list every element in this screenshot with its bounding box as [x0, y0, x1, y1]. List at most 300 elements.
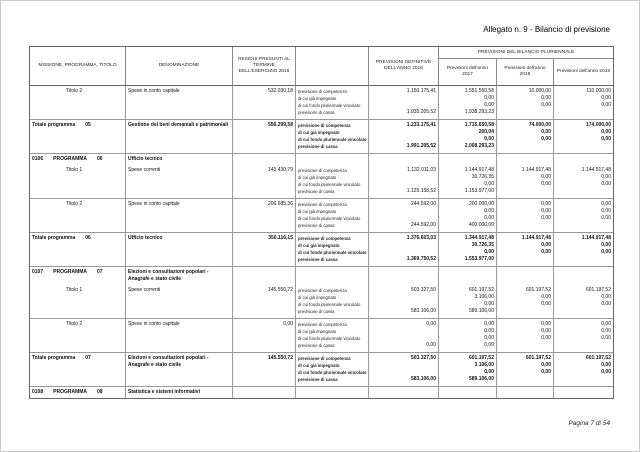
denominazione-cell [126, 120, 233, 153]
row-label-cassa: previsione di cassa [298, 377, 338, 382]
value-competenza-y2016: 503.327,50 [410, 287, 436, 293]
value-fondo-y2019: 0,00 [601, 215, 611, 221]
residui-cell [233, 199, 296, 232]
missione-cell [30, 353, 126, 386]
value-competenza-y2019: 0,00 [601, 201, 611, 207]
missione-cell [30, 120, 126, 153]
residui-cell [233, 86, 296, 119]
value-competenza-y2018: 601.197,52 [525, 355, 551, 361]
row-label-fondo: di cui fondo pluriennale vincolato [298, 103, 361, 108]
value-cassa-y2019 [556, 342, 611, 349]
value-fondo-y2016 [371, 215, 436, 222]
values-y2019-cell [554, 120, 613, 153]
row-label-impegnato: di cui già impegnato [298, 209, 337, 214]
values-y2017-cell [439, 199, 497, 232]
value-fondo-y2016 [371, 181, 436, 188]
values-y2017-cell [439, 285, 497, 318]
values-y2019-cell [554, 319, 613, 352]
value-cassa-y2019 [556, 256, 611, 263]
values-y2016-cell [369, 233, 439, 266]
entry-row [30, 86, 613, 119]
values-y2018-cell [497, 154, 554, 165]
value-impegnato-y2018: 0,00 [541, 328, 551, 334]
denominazione-text: Spese in conto capitale [128, 321, 180, 327]
value-competenza-y2018: 74.000,00 [528, 122, 551, 128]
residui-cell [233, 387, 296, 398]
value-fondo-y2018: 0,00 [541, 102, 551, 108]
value-cassa-y2017: 589.106,00 [468, 376, 494, 382]
program-number: 08 [97, 389, 103, 395]
values-y2018-cell [497, 199, 554, 232]
values-y2019-cell [554, 387, 613, 398]
program-code: 0108 [32, 389, 44, 395]
program-number: 06 [97, 156, 103, 162]
residui-cell [233, 120, 296, 153]
missione-cell [30, 86, 126, 119]
row-labels-cell [296, 165, 369, 198]
value-competenza-y2019: 1.144.917,48 [581, 235, 611, 241]
row-label-cassa: previsione di cassa [298, 144, 338, 149]
row-labels-cell [296, 267, 369, 285]
value-impegnato-y2018: 0,00 [541, 242, 551, 248]
value-cassa-y2017: 1.553.977,00 [464, 256, 494, 262]
program-row [30, 153, 613, 165]
row-labels-cell [296, 285, 369, 318]
value-cassa-y2017: 2.008.293,23 [464, 143, 494, 149]
value-impegnato-y2016 [371, 95, 436, 102]
value-cassa-y2016: 1.991.205,52 [406, 143, 436, 149]
value-impegnato-y2018: 0,00 [541, 95, 551, 101]
entry-row [30, 165, 613, 198]
value-competenza-y2017: 0,00 [484, 321, 494, 327]
page-number: Pagina 7 di 54 [568, 420, 610, 427]
value-fondo-y2018: 0,00 [541, 215, 551, 221]
total-text: Totale programma [32, 122, 76, 128]
values-y2017-cell [439, 120, 497, 153]
residui-value: 532.030,18 [267, 88, 293, 94]
denominazione-text: Elezioni e consultazioni popolari - Anagrafe e stato civile [128, 269, 209, 282]
value-competenza-y2017: 1.551.550,58 [464, 88, 494, 94]
value-fondo-y2016 [371, 249, 436, 256]
value-fondo-y2018: 0,00 [541, 301, 551, 307]
row-label-competenza: previsione di competenza [298, 288, 347, 293]
value-impegnato-y2017: 3.106,00 [474, 362, 494, 368]
denominazione-text: Elezioni e consultazioni popolari - Anagrafe e stato civile [128, 355, 209, 368]
values-y2017-cell [439, 86, 497, 119]
value-fondo-y2019: 0,00 [601, 335, 611, 341]
value-impegnato-y2016 [371, 129, 436, 136]
value-impegnato-y2019: 0,00 [601, 362, 611, 368]
residui-cell [233, 267, 296, 285]
value-impegnato-y2017: 30.726,35 [471, 174, 494, 180]
value-cassa-y2018 [499, 188, 551, 195]
row-label-fondo: di cui fondo pluriennale vincolato [298, 336, 361, 341]
values-y2018-cell [497, 267, 554, 285]
value-competenza-y2016: 1.150.175,41 [406, 88, 436, 94]
row-label-competenza: previsione di competenza [298, 89, 347, 94]
value-fondo-y2019: 0,00 [601, 301, 611, 307]
row-label-impegnato: di cui già impegnato [298, 175, 337, 180]
row-label-impegnato: di cui già impegnato [298, 363, 340, 368]
values-y2019-cell [554, 154, 613, 165]
program-kind: PROGRAMMA [53, 389, 88, 395]
value-cassa-y2017: 400.000,00 [468, 222, 494, 228]
residui-cell [233, 154, 296, 165]
value-competenza-y2017: 1.715.650,58 [464, 122, 494, 128]
value-impegnato-y2016 [371, 362, 436, 369]
values-y2016-cell [369, 120, 439, 153]
titolo-label: Titolo 2 [66, 321, 83, 327]
value-competenza-y2018: 10.000,00 [528, 88, 551, 94]
values-y2016-cell [369, 199, 439, 232]
denominazione-text: Statistica e sistemi informativi [128, 389, 200, 395]
value-cassa-y2018 [499, 143, 551, 150]
denominazione-text: Spese correnti [128, 167, 161, 173]
values-y2016-cell [369, 86, 439, 119]
value-impegnato-y2019: 0,00 [601, 242, 611, 248]
row-label-impegnato: di cui già impegnato [298, 329, 337, 334]
row-label-fondo: di cui fondo pluriennale vincolato [298, 216, 361, 221]
values-y2019-cell [554, 353, 613, 386]
row-labels-cell [296, 353, 369, 386]
values-y2018-cell [497, 353, 554, 386]
row-label-fondo: di cui fondo pluriennale vincolato [298, 302, 361, 307]
missione-cell [30, 319, 126, 352]
values-y2018-cell [497, 86, 554, 119]
values-y2019-cell [554, 199, 613, 232]
values-y2017-cell [439, 267, 497, 285]
value-competenza-y2017: 1.344.917,48 [464, 235, 494, 241]
value-competenza-y2019: 174.000,00 [585, 122, 611, 128]
total-label [32, 235, 123, 242]
value-impegnato-y2017: 0,00 [484, 95, 494, 101]
missione-cell [30, 154, 126, 165]
missione-cell [30, 387, 126, 398]
value-fondo-y2017: 0,00 [484, 369, 494, 375]
value-fondo-y2016 [371, 301, 436, 308]
program-kind: PROGRAMMA [53, 269, 88, 275]
program-row [30, 386, 613, 398]
residui-cell [233, 319, 296, 352]
value-impegnato-y2017: 30.726,35 [471, 242, 494, 248]
residui-value: 145.550,72 [267, 355, 293, 361]
total-text: Totale programma [32, 355, 76, 361]
value-fondo-y2018: 0,00 [541, 136, 551, 142]
row-label-competenza: previsione di competenza [298, 236, 351, 241]
value-fondo-y2017: 0,00 [484, 335, 494, 341]
value-impegnato-y2019: 0,00 [601, 208, 611, 214]
program-label [32, 156, 123, 163]
row-labels-cell [296, 233, 369, 266]
values-y2016-cell [369, 353, 439, 386]
entry-row [30, 352, 613, 386]
row-label-fondo: di cui fondo pluriennale vincolato [298, 250, 367, 255]
row-labels-cell [296, 387, 369, 398]
value-competenza-y2019: 0,00 [601, 321, 611, 327]
value-cassa-y2016: 0,00 [426, 342, 436, 348]
value-cassa-y2019 [556, 376, 611, 383]
value-competenza-y2019: 601.197,52 [585, 287, 611, 293]
entry-row [30, 318, 613, 352]
values-y2017-cell [439, 319, 497, 352]
value-impegnato-y2016 [371, 294, 436, 301]
value-cassa-y2017: 0,00 [484, 342, 494, 348]
denominazione-text: Spese correnti [128, 287, 161, 293]
residui-value: 0,00 [283, 321, 293, 327]
value-competenza-y2018: 601.197,52 [525, 287, 551, 293]
value-fondo-y2018: 0,00 [541, 369, 551, 375]
value-cassa-y2018 [499, 308, 551, 315]
value-cassa-y2016: 1.125.158,52 [406, 188, 436, 194]
value-competenza-y2016: 1.233.175,41 [406, 122, 436, 128]
value-cassa-y2019 [556, 188, 611, 195]
value-fondo-y2017: 0,00 [484, 301, 494, 307]
entry-row [30, 119, 613, 153]
value-cassa-y2017: 589.106,00 [468, 308, 494, 314]
denominazione-text: Gestione dei beni demaniali e patrimoniali [128, 122, 229, 128]
denominazione-cell [126, 387, 233, 398]
value-competenza-y2019: 601.197,52 [585, 355, 611, 361]
program-label [32, 269, 123, 276]
value-cassa-y2018 [499, 376, 551, 383]
row-labels-cell [296, 120, 369, 153]
row-labels-cell [296, 319, 369, 352]
values-y2019-cell [554, 267, 613, 285]
row-label-cassa: previsione di cassa [298, 257, 338, 262]
value-cassa-y2016: 583.106,00 [410, 308, 436, 314]
value-competenza-y2019: 1.144.917,48 [581, 167, 611, 173]
values-y2018-cell [497, 120, 554, 153]
missione-cell [30, 233, 126, 266]
values-y2016-cell [369, 285, 439, 318]
value-fondo-y2016 [371, 369, 436, 376]
row-label-impegnato: di cui già impegnato [298, 295, 337, 300]
total-number: 07 [85, 355, 91, 361]
values-y2018-cell [497, 319, 554, 352]
col-header-previsioni-definitive-2016: PREVISIONI DEFINITIVE DELL'ANNO 2016 [369, 47, 439, 85]
residui-value: 556.299,58 [267, 122, 293, 128]
values-y2017-cell [439, 165, 497, 198]
value-impegnato-y2018: 0,00 [541, 362, 551, 368]
value-competenza-y2017: 601.197,52 [468, 287, 494, 293]
denominazione-text: Ufficio tecnico [128, 156, 163, 162]
program-code: 0107 [32, 269, 44, 275]
value-fondo-y2016 [371, 136, 436, 143]
value-fondo-y2016 [371, 102, 436, 109]
missione-cell [30, 285, 126, 318]
value-cassa-y2019 [556, 143, 611, 150]
values-y2017-cell [439, 154, 497, 165]
row-label-impegnato: di cui già impegnato [298, 243, 340, 248]
value-fondo-y2017: 0,00 [484, 136, 494, 142]
value-fondo-y2017: 0,00 [484, 249, 494, 255]
missione-cell [30, 165, 126, 198]
program-row [30, 266, 613, 285]
value-cassa-y2019 [556, 109, 611, 116]
titolo-label: Titolo 2 [66, 88, 83, 94]
residui-value: 206.685,36 [267, 201, 293, 207]
row-labels-cell [296, 86, 369, 119]
value-impegnato-y2018: 0,00 [541, 208, 551, 214]
value-impegnato-y2019: 0,00 [601, 294, 611, 300]
row-label-competenza: previsione di competenza [298, 202, 347, 207]
value-cassa-y2017: 1.153.977,00 [464, 188, 494, 194]
value-competenza-y2018: 0,00 [541, 201, 551, 207]
value-cassa-y2018 [499, 222, 551, 229]
value-fondo-y2017: 0,00 [484, 215, 494, 221]
budget-table [29, 46, 614, 399]
value-cassa-y2019 [556, 222, 611, 229]
residui-cell [233, 165, 296, 198]
denominazione-cell [126, 319, 233, 352]
row-label-competenza: previsione di competenza [298, 322, 347, 327]
titolo-label: Titolo 1 [66, 287, 83, 293]
values-y2016-cell [369, 267, 439, 285]
values-y2016-cell [369, 154, 439, 165]
row-label-cassa: previsione di cassa [298, 110, 335, 115]
value-impegnato-y2017: 200,04 [478, 129, 494, 135]
value-cassa-y2016: 1.369.750,52 [406, 256, 436, 262]
value-cassa-y2017: 1.938.293,23 [464, 109, 494, 115]
value-fondo-y2016 [371, 335, 436, 342]
value-impegnato-y2019: 0,00 [601, 95, 611, 101]
row-label-competenza: previsione di competenza [298, 356, 351, 361]
value-fondo-y2018: 0,00 [541, 181, 551, 187]
values-y2019-cell [554, 285, 613, 318]
value-impegnato-y2018: 0,00 [541, 174, 551, 180]
values-y2018-cell [497, 233, 554, 266]
value-fondo-y2018: 0,00 [541, 249, 551, 255]
missione-cell [30, 267, 126, 285]
total-label [32, 355, 123, 362]
value-competenza-y2016: 0,00 [426, 321, 436, 327]
value-competenza-y2016: 503.327,50 [410, 355, 436, 361]
value-impegnato-y2017: 0,00 [484, 208, 494, 214]
denominazione-text: Ufficio tecnico [128, 235, 163, 241]
residui-cell [233, 285, 296, 318]
col-header-anno-2018: Previsioni dell'anno 2018 [497, 59, 554, 85]
entry-row [30, 232, 613, 266]
value-impegnato-y2017: 3.106,00 [474, 294, 494, 300]
row-label-competenza: previsione di competenza [298, 123, 351, 128]
table-body [30, 86, 613, 398]
value-fondo-y2017: 0,00 [484, 102, 494, 108]
entry-row [30, 198, 613, 232]
value-cassa-y2016: 1.935.205,52 [406, 109, 436, 115]
values-y2016-cell [369, 387, 439, 398]
col-header-anno-2017: Previsioni dell'anno 2017 [439, 59, 497, 85]
value-impegnato-y2016 [371, 208, 436, 215]
row-label-fondo: di cui fondo pluriennale vincolato [298, 182, 361, 187]
col-header-missione: MISSIONE, PROGRAMMA, TITOLO [30, 47, 126, 85]
row-label-cassa: previsione di cassa [298, 343, 335, 348]
denominazione-cell [126, 285, 233, 318]
titolo-label: Titolo 1 [66, 167, 83, 173]
denominazione-cell [126, 165, 233, 198]
value-cassa-y2016: 583.106,00 [410, 376, 436, 382]
values-y2019-cell [554, 165, 613, 198]
value-competenza-y2018: 0,00 [541, 321, 551, 327]
table-header [30, 47, 613, 86]
program-kind: PROGRAMMA [53, 156, 88, 162]
values-y2016-cell [369, 165, 439, 198]
total-number: 06 [85, 235, 91, 241]
value-fondo-y2018: 0,00 [541, 335, 551, 341]
row-label-impegnato: di cui già impegnato [298, 96, 337, 101]
denominazione-cell [126, 154, 233, 165]
col-header-bilancio-pluriennale: PREVISIONI DEL BILANCIO PLURIENNALE [439, 47, 613, 59]
value-impegnato-y2017: 0,00 [484, 328, 494, 334]
value-fondo-y2019: 0,00 [601, 102, 611, 108]
row-label-cassa: previsione di cassa [298, 223, 335, 228]
residui-value: 145.550,72 [267, 287, 293, 293]
value-cassa-y2018 [499, 109, 551, 116]
missione-cell [30, 199, 126, 232]
col-header-denominazione: DENOMINAZIONE [126, 47, 233, 85]
denominazione-text: Spese in conto capitale [128, 201, 180, 207]
denominazione-cell [126, 267, 233, 285]
value-impegnato-y2016 [371, 174, 436, 181]
values-y2017-cell [439, 387, 497, 398]
denominazione-cell [126, 233, 233, 266]
values-y2019-cell [554, 86, 613, 119]
row-label-fondo: di cui fondo pluriennale vincolato [298, 137, 367, 142]
value-fondo-y2019: 0,00 [601, 136, 611, 142]
residui-value: 350.116,15 [268, 235, 293, 241]
value-competenza-y2018: 1.144.917,48 [521, 235, 551, 241]
values-y2017-cell [439, 233, 497, 266]
values-y2018-cell [497, 285, 554, 318]
values-y2018-cell [497, 387, 554, 398]
total-number: 05 [85, 122, 91, 128]
value-cassa-y2018 [499, 342, 551, 349]
residui-value: 143.430,79 [267, 167, 293, 173]
value-impegnato-y2019: 0,00 [601, 129, 611, 135]
denominazione-cell [126, 86, 233, 119]
value-competenza-y2016: 244.592,00 [410, 201, 436, 207]
value-cassa-y2019 [556, 308, 611, 315]
denominazione-cell [126, 353, 233, 386]
entry-row [30, 285, 613, 318]
value-fondo-y2019: 0,00 [601, 249, 611, 255]
value-impegnato-y2019: 0,00 [601, 328, 611, 334]
row-label-impegnato: di cui già impegnato [298, 130, 340, 135]
row-labels-cell [296, 199, 369, 232]
value-impegnato-y2016 [371, 242, 436, 249]
value-competenza-y2016: 1.376.603,03 [406, 235, 436, 241]
value-competenza-y2019: 110.000,00 [586, 88, 611, 94]
program-code: 0106 [32, 156, 44, 162]
residui-cell [233, 233, 296, 266]
titolo-label: Titolo 2 [66, 201, 83, 207]
value-fondo-y2019: 0,00 [601, 181, 611, 187]
col-header-anno-2019: Previsioni dell'anno 2019 [556, 69, 611, 75]
value-competenza-y2017: 1.144.917,48 [464, 167, 494, 173]
value-impegnato-y2018: 0,00 [541, 129, 551, 135]
denominazione-cell [126, 199, 233, 232]
col-header-residui: RESIDUI PRESUNTI AL TERMINE DELL'ESERCIZIO 2016 [233, 47, 296, 85]
program-label [32, 389, 123, 396]
residui-cell [233, 353, 296, 386]
doc-title: Allegato n. 9 - Bilancio di previsione [483, 25, 610, 34]
value-competenza-y2017: 200.000,00 [468, 201, 494, 207]
value-competenza-y2016: 1.132.011,03 [407, 167, 436, 173]
value-impegnato-y2016 [371, 328, 436, 335]
value-cassa-y2016: 244.592,00 [410, 222, 436, 228]
values-y2017-cell [439, 353, 497, 386]
values-y2019-cell [554, 233, 613, 266]
total-text: Totale programma [32, 235, 76, 241]
